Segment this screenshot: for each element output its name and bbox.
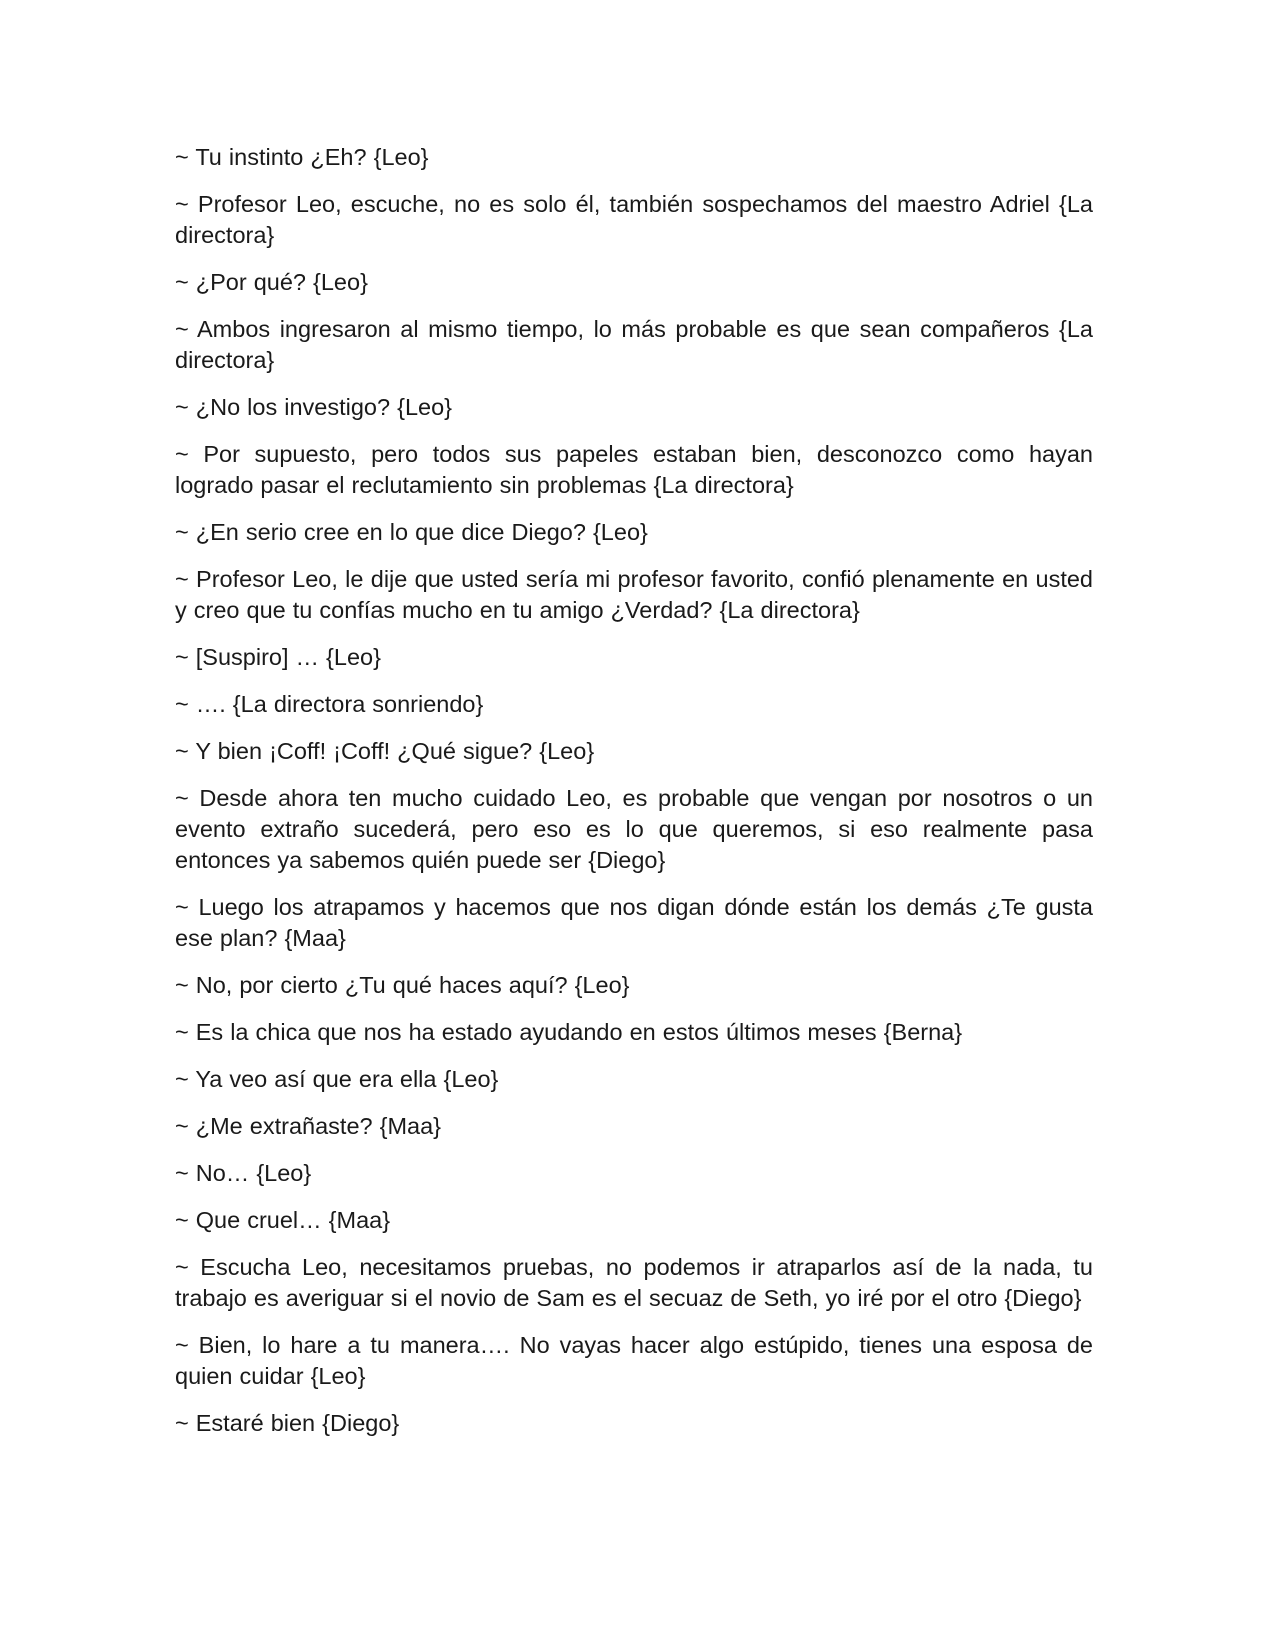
dialogue-line: ~ ¿No los investigo? {Leo} xyxy=(175,394,453,420)
dialogue-line: ~ Bien, lo hare a tu manera…. No vayas hacer algo estúpido, tienes una esposa de quien cuidar {Leo} xyxy=(175,1332,1093,1389)
dialogue-line: ~ Desde ahora ten mucho cuidado Leo, es probable que vengan por nosotros o un evento extraño sucederá, pero eso es lo que queremos, si eso realmente pasa entonces ya sabemos quién puede ser {Diego} xyxy=(175,785,1093,873)
dialogue-line: ~ Que cruel… {Maa} xyxy=(175,1207,391,1233)
dialogue-line: ~ Ya veo así que era ella {Leo} xyxy=(175,1066,499,1092)
dialogue-line: ~ Ambos ingresaron al mismo tiempo, lo más probable es que sean compañeros {La directora} xyxy=(175,316,1093,373)
dialogue-line: ~ Por supuesto, pero todos sus papeles estaban bien, desconozco como hayan logrado pasar el reclutamiento sin problemas {La directora} xyxy=(175,441,1093,498)
dialogue-line: ~ Y bien ¡Coff! ¡Coff! ¿Qué sigue? {Leo} xyxy=(175,738,595,764)
dialogue-line: ~ No, por cierto ¿Tu qué haces aquí? {Leo} xyxy=(175,972,630,998)
dialogue-line: ~ [Suspiro] … {Leo} xyxy=(175,644,381,670)
document-body xyxy=(175,142,1093,1455)
dialogue-line: ~ Es la chica que nos ha estado ayudando en estos últimos meses {Berna} xyxy=(175,1019,963,1045)
dialogue-line: ~ Tu instinto ¿Eh? {Leo} xyxy=(175,144,429,170)
dialogue-line: ~ Profesor Leo, le dije que usted sería mi profesor favorito, confió plenamente en usted y creo que tu confías mucho en tu amigo ¿Verdad? {La directora} xyxy=(175,566,1093,623)
dialogue-line: ~ Escucha Leo, necesitamos pruebas, no podemos ir atraparlos así de la nada, tu trabajo es averiguar si el novio de Sam es el secuaz de Seth, yo iré por el otro {Diego} xyxy=(175,1254,1093,1311)
dialogue-line: ~ ¿Por qué? {Leo} xyxy=(175,269,368,295)
dialogue-line: ~ …. {La directora sonriendo} xyxy=(175,691,484,717)
dialogue-line: ~ Profesor Leo, escuche, no es solo él, también sospechamos del maestro Adriel {La directora} xyxy=(175,191,1093,248)
dialogue-line: ~ Luego los atrapamos y hacemos que nos digan dónde están los demás ¿Te gusta ese plan? {Maa} xyxy=(175,894,1093,951)
dialogue-line: ~ No… {Leo} xyxy=(175,1160,312,1186)
dialogue-line: ~ Estaré bien {Diego} xyxy=(175,1410,400,1436)
dialogue-line: ~ ¿Me extrañaste? {Maa} xyxy=(175,1113,442,1139)
dialogue-line: ~ ¿En serio cree en lo que dice Diego? {Leo} xyxy=(175,519,648,545)
